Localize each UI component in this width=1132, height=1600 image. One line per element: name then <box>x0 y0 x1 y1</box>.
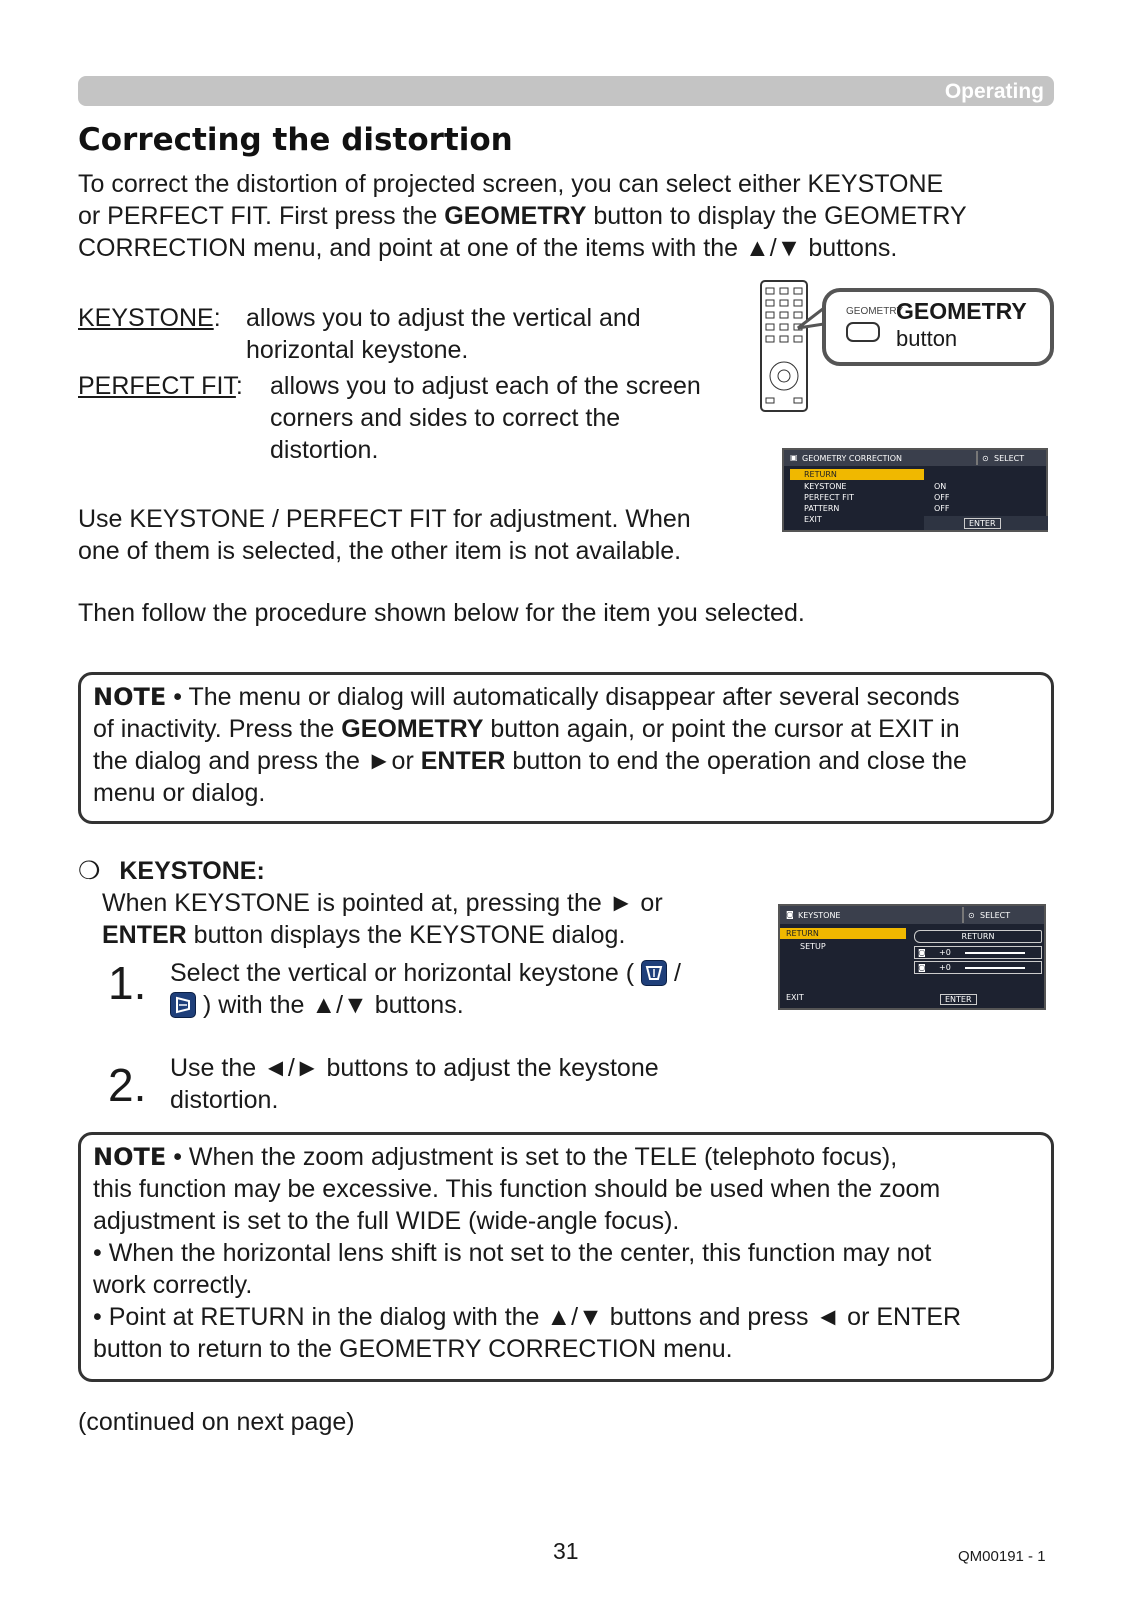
page-title: Correcting the distortion <box>78 122 513 158</box>
menu-icon: ▣ <box>790 453 798 462</box>
keystone-definition: KEYSTONE: <box>78 304 221 332</box>
geometry-callout-sub: button <box>896 326 958 351</box>
intro-line-3: CORRECTION menu, and point at one of the items with the ▲/▼ buttons. <box>78 234 898 262</box>
continued-text: (continued on next page) <box>78 1408 355 1436</box>
circle-bullet-icon: ❍ <box>78 857 101 885</box>
section-label: Operating <box>944 80 1044 103</box>
keystone-intro: When KEYSTONE is pointed at, pressing the ► or ENTER button displays the KEYSTONE dialog. <box>102 889 663 949</box>
geometry-button-icon <box>846 322 880 342</box>
menu2-exit[interactable]: EXIT <box>786 993 804 1002</box>
step-1-number: 1. <box>108 957 147 1009</box>
geometry-correction-menu <box>782 448 1048 532</box>
menu1-title: GEOMETRY CORRECTION <box>802 454 903 463</box>
select-icon-2: ⊙ <box>968 911 975 920</box>
menu2-title: KEYSTONE <box>798 911 841 920</box>
step-1-text: Select the vertical or horizontal keystone ( / ) with the ▲/▼ buttons. <box>170 959 681 1019</box>
menu1-item-keystone[interactable]: KEYSTONE <box>804 482 847 491</box>
horizontal-keystone-icon <box>170 992 196 1018</box>
menu1-enter[interactable]: ENTER <box>964 518 1001 529</box>
menu2-select: SELECT <box>980 911 1011 920</box>
keystone-term: KEYSTONE <box>78 304 214 332</box>
menu2-item-setup[interactable]: SETUP <box>800 942 826 951</box>
note-box-2: NOTE • When the zoom adjustment is set to the TELE (telephoto focus), this function may be excessive. This function should be used when the zoom adjustment is set to the full WIDE (wide-angle focus). • When the horizontal lens shift is not set to the center, this function may not work correctly. • Point at RETURN in the dialog with the ▲/▼ buttons and press ◄ or ENTER button to return to the GEOMETRY CORRECTION menu. <box>78 1132 1054 1382</box>
use-paragraph: Use KEYSTONE / PERFECT FIT for adjustment. When one of them is selected, the other item is not available. <box>78 505 691 565</box>
v-slider-icon: ◙ <box>918 948 926 957</box>
intro-line-2: or PERFECT FIT. First press the GEOMETRY button to display the GEOMETRY <box>78 202 967 230</box>
step-2-text: Use the ◄/► buttons to adjust the keystone distortion. <box>170 1054 659 1114</box>
menu1-item-exit[interactable]: EXIT <box>804 515 822 524</box>
note-1-tag: NOTE <box>93 683 167 711</box>
note-box-1: NOTE • The menu or dialog will automatically disappear after several seconds of inactivity. Press the GEOMETRY button again, or point the cursor at EXIT in the dialog and press the ►or ENTER button to end the operation and close the menu or dialog. <box>78 672 1054 824</box>
keystone-dialog <box>778 904 1046 1010</box>
menu2-enter[interactable]: ENTER <box>940 994 977 1005</box>
page-number: 31 <box>553 1538 579 1564</box>
geometry-callout-title: GEOMETRY <box>896 298 1027 324</box>
menu1-item-pattern[interactable]: PATTERN <box>804 504 840 513</box>
h-slider-icon: ◙ <box>918 963 926 972</box>
keystone-heading: ❍ KEYSTONE: <box>78 857 265 885</box>
menu1-value-perfect-fit: OFF <box>934 493 950 502</box>
menu1-item-return[interactable]: RETURN <box>790 469 924 480</box>
geometry-button-callout <box>822 288 1054 366</box>
then-paragraph: Then follow the procedure shown below for the item you selected. <box>78 599 805 627</box>
horizontal-keystone-slider[interactable]: ◙ +0 <box>914 961 1042 974</box>
section-header-bar <box>78 76 1054 106</box>
menu1-item-perfect-fit[interactable]: PERFECT FIT <box>804 493 854 502</box>
menu1-select: SELECT <box>994 454 1025 463</box>
note-2-tag: NOTE <box>93 1143 167 1171</box>
keystone-description: allows you to adjust the vertical and horizontal keystone. <box>246 304 641 364</box>
perfect-fit-term: PERFECT FIT <box>78 372 236 400</box>
geometry-small-label: GEOMETRY <box>846 306 904 317</box>
perfect-fit-definition: PERFECT FIT: <box>78 372 243 400</box>
menu2-return-button[interactable]: RETURN <box>914 930 1042 943</box>
vertical-keystone-slider[interactable]: ◙ +0 <box>914 946 1042 959</box>
vertical-keystone-icon <box>641 960 667 986</box>
perfect-fit-description: allows you to adjust each of the screen corners and sides to correct the distortion. <box>270 372 701 464</box>
menu1-value-pattern: OFF <box>934 504 950 513</box>
menu1-value-keystone: ON <box>934 482 947 491</box>
menu2-item-return[interactable]: RETURN <box>780 928 906 939</box>
intro-line-1: To correct the distortion of projected screen, you can select either KEYSTONE <box>78 170 944 198</box>
select-icon: ⊙ <box>982 454 989 463</box>
intro-paragraph <box>78 168 1058 264</box>
step-2-number: 2. <box>108 1059 147 1111</box>
keystone-menu-icon: ◙ <box>786 910 794 919</box>
document-code: QM00191 - 1 <box>958 1548 1046 1565</box>
